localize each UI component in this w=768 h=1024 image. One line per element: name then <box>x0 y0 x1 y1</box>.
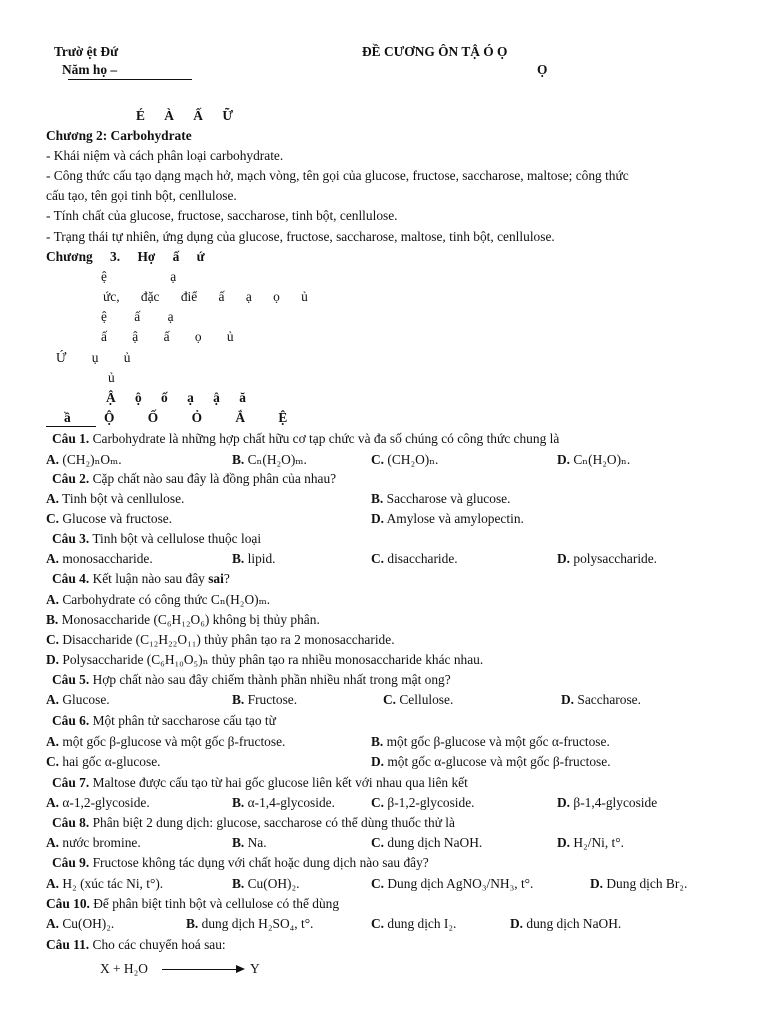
chapter-2-item: - Công thức cấu tạo dạng mạch hở, mạch vòng, tên gọi của glucose, fructose, saccharose, maltose; công thức <box>46 168 629 183</box>
chapter-3-title: Chương 3. Hợ ấ ứ <box>46 249 205 264</box>
q7-option-d[interactable]: D. β-1,4-glycoside <box>557 795 658 810</box>
chapter-3-item: ệ ạ <box>101 269 177 284</box>
question-3: Câu 3. Tinh bột và cellulose thuộc loại <box>52 531 262 546</box>
q6-option-b[interactable]: B. một gốc β-glucose và một gốc α-fructose. <box>371 734 610 749</box>
chapter-2-item: - Khái niệm và cách phân loại carbohydrate. <box>46 148 284 163</box>
q10-option-a[interactable]: A. Cu(OH)₂. <box>46 916 115 931</box>
chapter-3-item: Ứ ụ ủ <box>56 350 131 365</box>
q4-option-b[interactable]: B. Monosaccharide (C₆H₁₂O₆) không bị thủy phân. <box>46 612 320 627</box>
q10-option-b[interactable]: B. dung dịch H₂SO₄, t°. <box>186 916 314 931</box>
question-11: Câu 11. Cho các chuyển hoá sau: <box>46 937 226 952</box>
q3-option-c[interactable]: C. disaccharide. <box>371 551 458 566</box>
chapter-3-item: ức, đặc điể ấ ạ ọ ủ <box>103 289 308 304</box>
q4-option-a[interactable]: A. Carbohydrate có công thức Cₙ(H₂O)ₘ. <box>46 592 271 607</box>
section-2-underline <box>46 426 96 427</box>
q1-option-b[interactable]: B. Cₙ(H₂O)ₘ. <box>232 452 307 467</box>
reaction-arrow <box>162 969 236 970</box>
section-1-title: É À Ấ Ữ <box>136 108 233 123</box>
school-year: Năm họ – <box>62 62 118 77</box>
arrowhead-icon <box>236 965 245 973</box>
q7-option-b[interactable]: B. α-1,4-glycoside. <box>232 795 335 810</box>
question-8: Câu 8. Phân biệt 2 dung dịch: glucose, saccharose có thể dùng thuốc thử là <box>52 815 455 830</box>
school-name: Trườ ệt Đứ <box>54 44 119 59</box>
q2-option-d[interactable]: D. Amylose và amylopectin. <box>371 511 524 526</box>
q9-option-a[interactable]: A. H₂ (xúc tác Ni, t°). <box>46 876 164 891</box>
q1-option-c[interactable]: C. (CH₂O)ₙ. <box>371 452 439 467</box>
q10-option-d[interactable]: D. dung dịch NaOH. <box>510 916 622 931</box>
question-1: Câu 1. Carbohydrate là những hợp chất hữu cơ tạp chức và đa số chúng có công thức chung là <box>52 431 560 446</box>
q5-option-b[interactable]: B. Fructose. <box>232 692 298 707</box>
reaction-left: X + H₂O <box>100 961 148 976</box>
q9-option-d[interactable]: D. Dung dịch Br₂. <box>590 876 688 891</box>
q3-option-b[interactable]: B. lipid. <box>232 551 276 566</box>
header-underline <box>68 79 192 80</box>
q5-option-d[interactable]: D. Saccharose. <box>561 692 641 707</box>
q2-option-a[interactable]: A. Tinh bột và cenllulose. <box>46 491 185 506</box>
question-9: Câu 9. Fructose không tác dụng với chất hoặc dung dịch nào sau đây? <box>52 855 429 870</box>
question-7: Câu 7. Maltose được cấu tạo từ hai gốc glucose liên kết với nhau qua liên kết <box>52 775 468 790</box>
q3-option-a[interactable]: A. monosaccharide. <box>46 551 153 566</box>
chapter-2-title: Chương 2: Carbohydrate <box>46 128 192 143</box>
chapter-3-item: ệ ấ ạ <box>101 309 174 324</box>
q4-option-d[interactable]: D. Polysaccharide (C₆H₁₀O₅)ₙ thủy phân tạo ra nhiều monosaccharide khác nhau. <box>46 652 484 667</box>
chapter-3-item: ấ ậ ấ ọ ủ <box>101 329 234 344</box>
q5-option-a[interactable]: A. Glucose. <box>46 692 110 707</box>
q6-option-a[interactable]: A. một gốc β-glucose và một gốc β-fructose. <box>46 734 286 749</box>
question-10: Câu 10. Để phân biệt tinh bột và cellulose có thể dùng <box>46 896 340 911</box>
q5-option-c[interactable]: C. Cellulose. <box>383 692 454 707</box>
q8-option-a[interactable]: A. nước bromine. <box>46 835 141 850</box>
q8-option-b[interactable]: B. Na. <box>232 835 267 850</box>
q4-option-c[interactable]: C. Disaccharide (C₁₂H₂₂O₁₁) thủy phân tạo ra 2 monosaccharide. <box>46 632 395 647</box>
chapter-3-item: ủ <box>108 370 115 385</box>
q8-option-d[interactable]: D. H₂/Ni, t°. <box>557 835 624 850</box>
q1-option-a[interactable]: A. (CH₂)ₙOₘ. <box>46 452 122 467</box>
q8-option-c[interactable]: C. dung dịch NaOH. <box>371 835 483 850</box>
chapter-2-item: cấu tạo, tên gọi tinh bột, cenllulose. <box>46 188 237 203</box>
q2-option-c[interactable]: C. Glucose và fructose. <box>46 511 173 526</box>
q10-option-c[interactable]: C. dung dịch I₂. <box>371 916 457 931</box>
question-2: Câu 2. Cặp chất nào sau đây là đồng phân của nhau? <box>52 471 337 486</box>
q6-option-c[interactable]: C. hai gốc α-glucose. <box>46 754 161 769</box>
q7-option-c[interactable]: C. β-1,2-glycoside. <box>371 795 475 810</box>
q9-option-b[interactable]: B. Cu(OH)₂. <box>232 876 300 891</box>
q6-option-d[interactable]: D. một gốc α-glucose và một gốc β-fructose. <box>371 754 611 769</box>
chapter-3-item: Ậ ộ ố ạ ậ ă <box>106 390 246 405</box>
document-subtitle: Ọ <box>537 62 548 77</box>
document-title: ĐỀ CƯƠNG ÔN TẬ Ó Ọ <box>362 44 508 59</box>
q3-option-d[interactable]: D. polysaccharide. <box>557 551 658 566</box>
question-4: Câu 4. Kết luận nào sau đây sai? <box>52 571 230 586</box>
q2-option-b[interactable]: B. Saccharose và glucose. <box>371 491 511 506</box>
q1-option-d[interactable]: D. Cₙ(H₂O)ₙ. <box>557 452 631 467</box>
section-2-title: ầ Ộ Ố Ỏ Ắ Ệ <box>64 410 288 425</box>
chapter-2-item: - Tính chất của glucose, fructose, saccharose, tinh bột, cenllulose. <box>46 208 398 223</box>
question-6: Câu 6. Một phân tử saccharose cấu tạo từ <box>52 713 276 728</box>
q7-option-a[interactable]: A. α-1,2-glycoside. <box>46 795 150 810</box>
chapter-2-item: - Trạng thái tự nhiên, ứng dụng của glucose, fructose, saccharose, maltose, tinh bột, cenllulose. <box>46 229 555 244</box>
q9-option-c[interactable]: C. Dung dịch AgNO₃/NH₃, t°. <box>371 876 534 891</box>
question-5: Câu 5. Hợp chất nào sau đây chiếm thành phần nhiều nhất trong mật ong? <box>52 672 451 687</box>
reaction-right: Y <box>250 961 260 976</box>
